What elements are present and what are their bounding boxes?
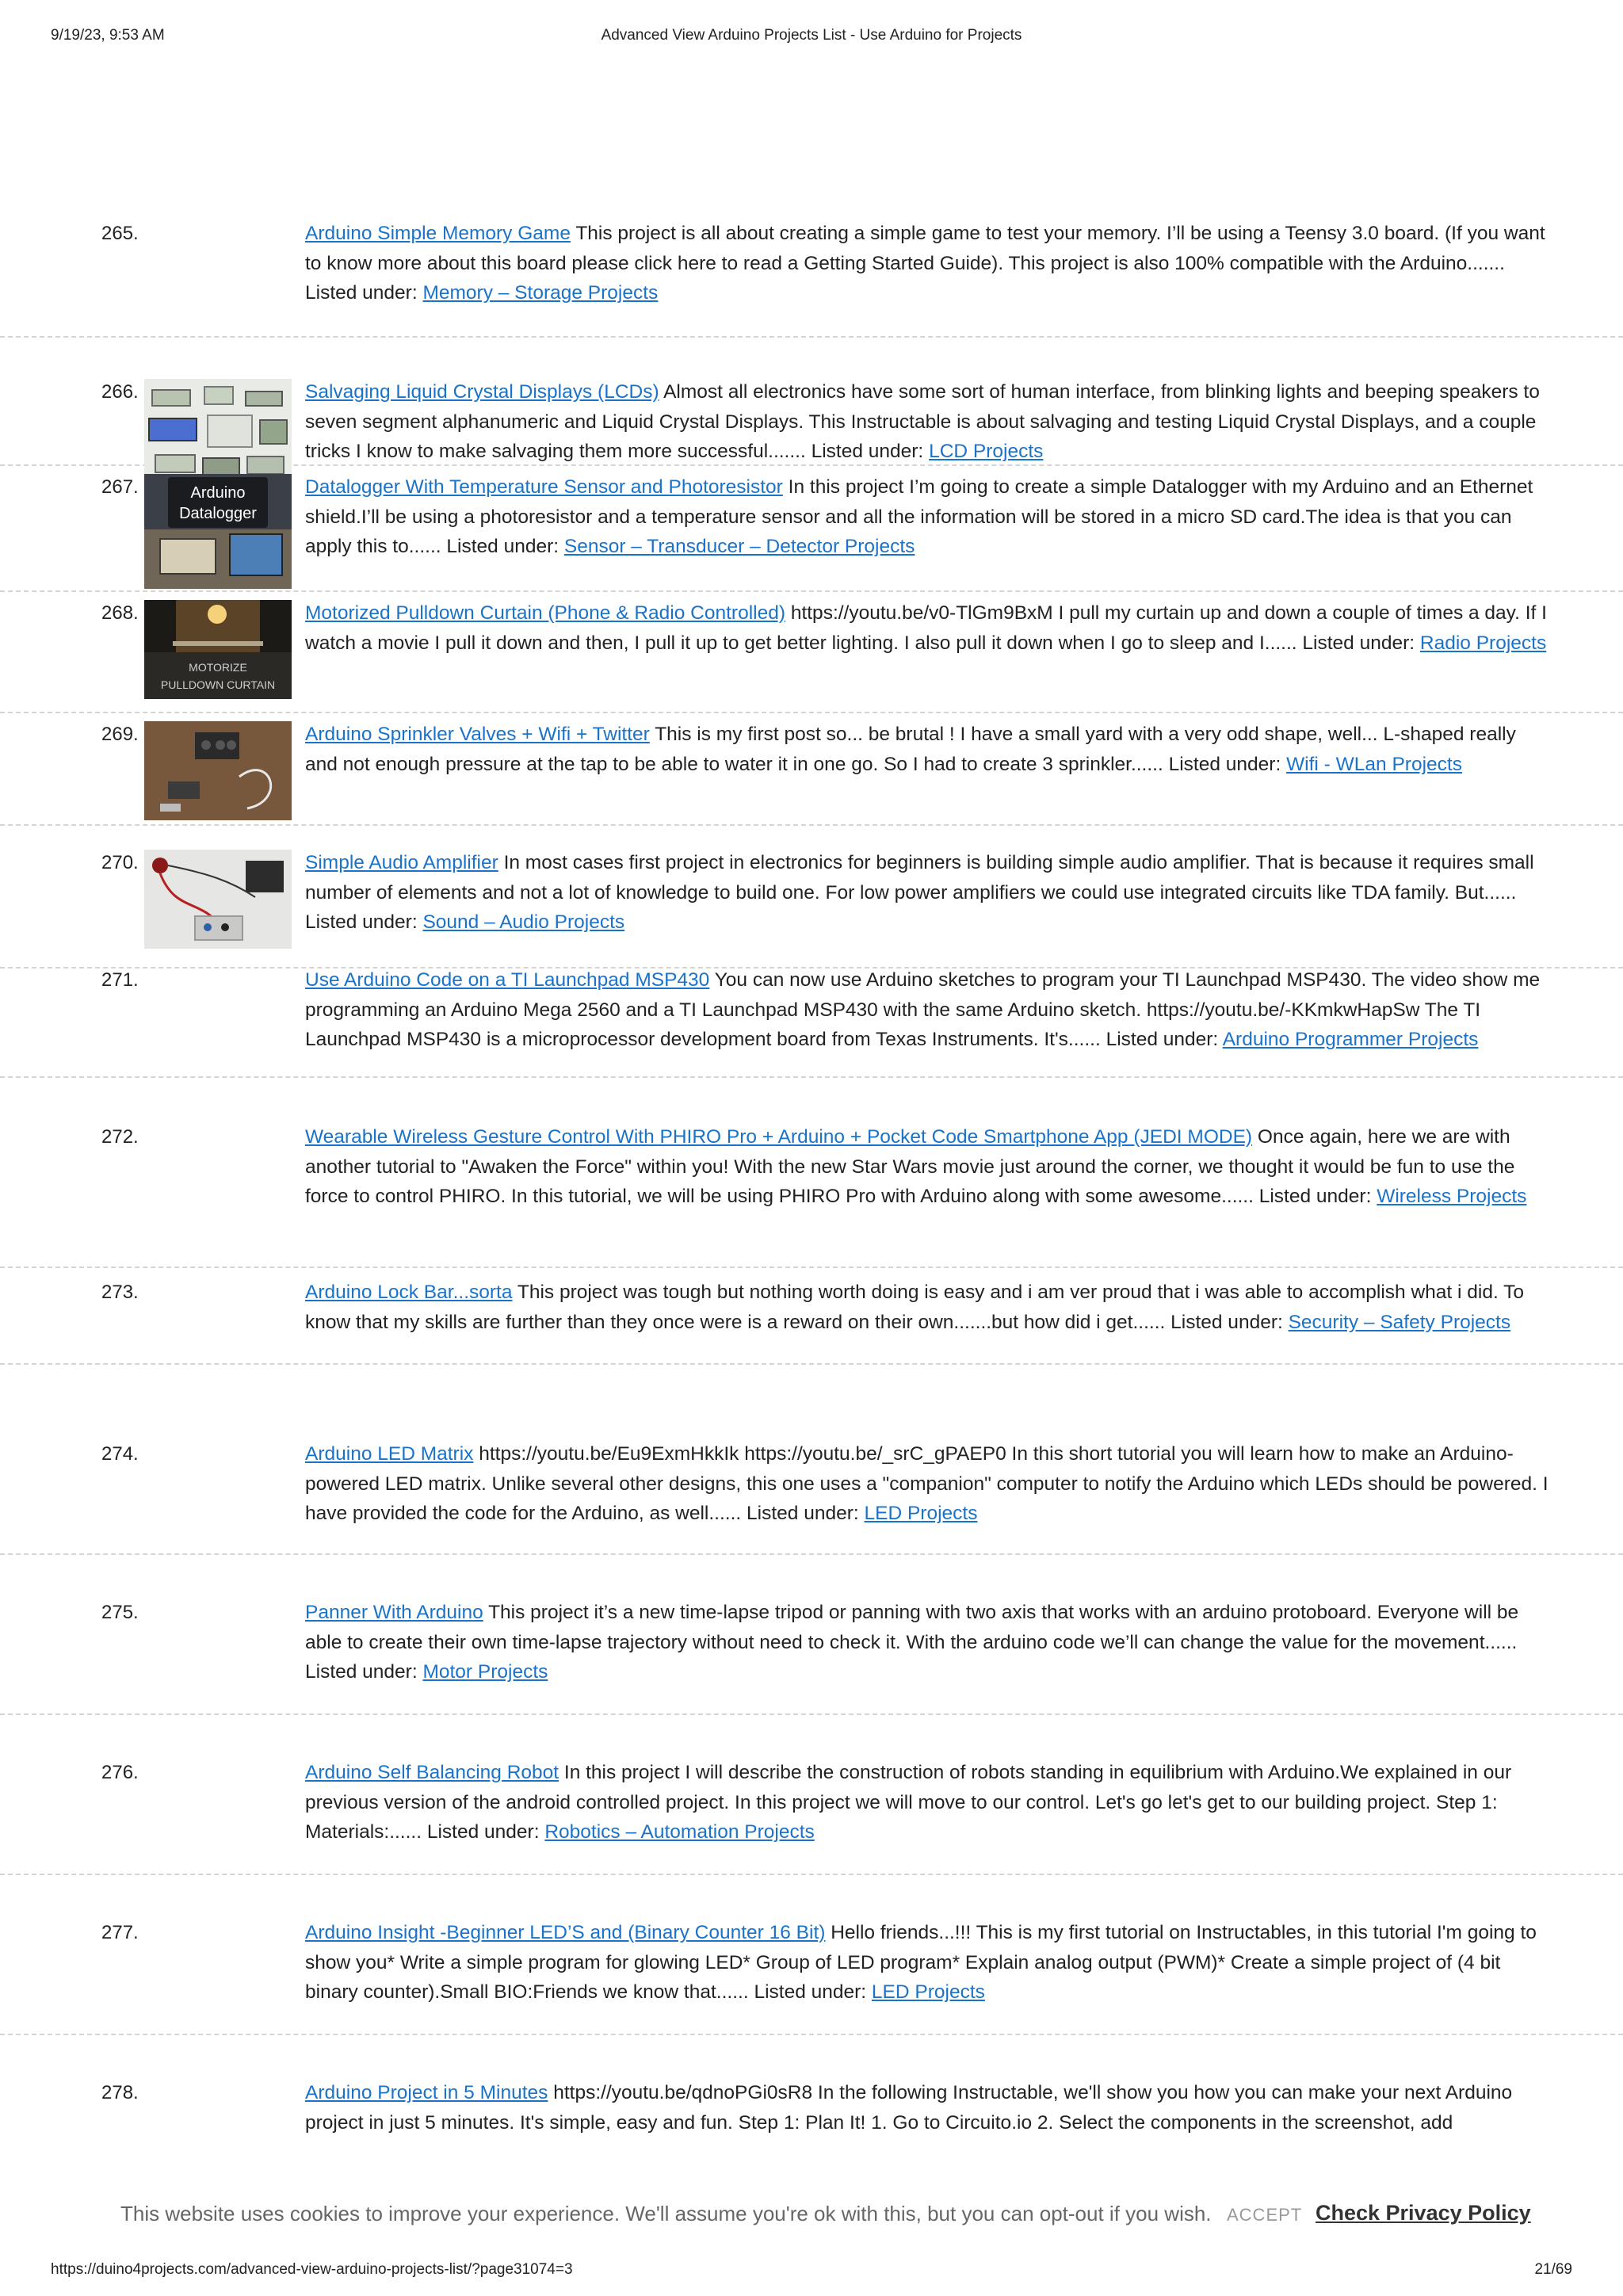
item-category-link[interactable]: Wifi - WLan Projects [1286, 753, 1462, 775]
item-title-link[interactable]: Simple Audio Amplifier [305, 852, 498, 873]
amplifier-photo [144, 850, 292, 949]
list-item [0, 592, 1623, 713]
list-item [0, 1555, 1623, 1715]
item-description: In this project I’m going to create a simple Datalogger with my Arduino and an Ethernet shield.I’ll be using a photoresistor and a temperature sensor and all the information will be stored in a micro SD card.The idea is that you can apply this to...... Listed under: [305, 476, 1533, 557]
item-number: 276. [101, 1762, 139, 1783]
item-title-link[interactable]: Wearable Wireless Gesture Control With PHIRO Pro + Arduino + Pocket Code Smartphone App (JEDI MODE) [305, 1126, 1253, 1148]
print-header [51, 27, 1572, 51]
item-number: 278. [101, 2082, 139, 2103]
item-description: This project was tough but nothing worth doing is easy and i am ver proud that i was able to accomplish what i did. To know that my skills are further than they once were is a reward on their own.......but how did i get...... Listed under: [305, 1282, 1525, 1333]
item-description: https://youtu.be/Eu9ExmHkkIk https://youtu.be/_srC_gPAEP0 In this short tutorial you will learn how to make an Arduino-powered LED matrix. Unlike several other designs, this one uses a "companion" computer to notify the Arduino which LEDs should be powered. I have provided the code for the Arduino, as well...... Listed under: [305, 1443, 1549, 1524]
item-thumbnail[interactable] [144, 721, 292, 820]
item-thumbnail[interactable] [144, 474, 292, 589]
list-item [0, 2035, 1623, 2134]
item-text [305, 1598, 1549, 1687]
item-title-link[interactable]: Arduino LED Matrix [305, 1443, 474, 1465]
item-title-link[interactable]: Arduino Simple Memory Game [305, 223, 571, 244]
item-description: This project is all about creating a simple game to test your memory. I’ll be using a Teensy 3.0 board. (If you want to know more about this board please click here to read a Getting Started Guide). This project is also 100% compatible with the Arduino....... Listed under: [305, 223, 1545, 304]
item-text [305, 1758, 1549, 1847]
item-number: 268. [101, 602, 139, 624]
item-text [305, 1122, 1549, 1212]
item-number: 269. [101, 724, 139, 745]
item-description: https://youtu.be/v0-TlGm9BxM I pull my curtain up and down a couple of times a day. If I watch a movie I pull it down and then, I pull it up to get better lighting. I also pull it down when I go to sleep and I...... Listed under: [305, 602, 1547, 654]
item-text [305, 848, 1549, 938]
datalogger-photo [144, 474, 292, 589]
item-thumbnail[interactable] [144, 600, 292, 699]
item-category-link[interactable]: Security – Safety Projects [1288, 1311, 1511, 1333]
item-description: You can now use Arduino sketches to program your TI Launchpad MSP430. The video show me programming an Arduino Mega 2560 and a TI Launchpad MSP430 with the same Arduino sketch. https://youtu.be/-KKmkwHapSw The TI Launchpad MSP430 is a microprocessor development board from Texas Instruments. It's...... Listed under: [305, 969, 1541, 1050]
list-item [0, 826, 1623, 968]
item-title-link[interactable]: Arduino Lock Bar...sorta [305, 1282, 513, 1303]
item-category-link[interactable]: Memory – Storage Projects [422, 282, 659, 304]
print-datetime: 9/19/23, 9:53 AM [51, 27, 165, 44]
list-item [0, 1268, 1623, 1365]
item-number: 267. [101, 476, 139, 498]
print-page-number: 21/69 [1534, 2261, 1572, 2278]
item-number: 270. [101, 852, 139, 873]
item-text [305, 219, 1549, 308]
item-title-link[interactable]: Arduino Self Balancing Robot [305, 1762, 559, 1783]
projects-list [0, 212, 1623, 2134]
print-page-title: Advanced View Arduino Projects List - Use Arduino for Projects [601, 27, 1022, 44]
item-category-link[interactable]: Sensor – Transducer – Detector Projects [563, 536, 915, 557]
item-category-link[interactable]: Wireless Projects [1377, 1186, 1527, 1207]
list-item [0, 212, 1623, 338]
list-item [0, 1078, 1623, 1268]
item-description: In this project I will describe the construction of robots standing in equilibrium with Arduino.We explained in our previous version of the android controlled project. In this project we will move to our control. Let's go let's get to our building project. Step 1: Materials:...... Listed under: [305, 1762, 1512, 1843]
item-title-link[interactable]: Arduino Project in 5 Minutes [305, 2082, 548, 2103]
item-category-link[interactable]: Arduino Programmer Projects [1222, 1029, 1479, 1050]
item-description: This project it’s a new time-lapse tripod or panning with two axis that works with an arduino protoboard. Everyone will be able to create their own time-lapse trajectory without need to check it. With the arduino code we’ll can change the value for the movement...... Listed under: [305, 1602, 1519, 1683]
item-title-link[interactable]: Panner With Arduino [305, 1602, 483, 1623]
list-item [0, 968, 1623, 1078]
privacy-policy-link[interactable]: Check Privacy Policy [1316, 2201, 1531, 2225]
item-text [305, 472, 1549, 562]
item-title-link[interactable]: Use Arduino Code on a TI Launchpad MSP430 [305, 969, 710, 991]
thumbnail-caption: Arduino [190, 484, 246, 502]
item-number: 274. [101, 1443, 139, 1465]
item-number: 275. [101, 1602, 139, 1623]
print-url: https://duino4projects.com/advanced-view-arduino-projects-list/?page31074=3 [51, 2261, 573, 2278]
item-title-link[interactable]: Datalogger With Temperature Sensor and Photoresistor [305, 476, 783, 498]
accept-button[interactable]: ACCEPT [1227, 2205, 1303, 2225]
item-description: This is my first post so... be brutal ! I have a small yard with a very odd shape, well... L-shaped really and not enough pressure at the tap to be able to water it in one go. So I had to create 3 sprinkler...... Listed under: [305, 724, 1516, 775]
curtain-photo [144, 600, 292, 699]
item-number: 266. [101, 381, 139, 403]
item-category-link[interactable]: Sound – Audio Projects [422, 911, 625, 933]
list-item [0, 338, 1623, 466]
item-number: 273. [101, 1282, 139, 1303]
item-text [305, 1278, 1549, 1337]
item-text [305, 2078, 1549, 2137]
item-category-link[interactable]: LED Projects [864, 1503, 978, 1524]
item-description: Almost all electronics have some sort of human interface, from blinking lights and beeping speakers to seven segment alphanumeric and Liquid Crystal Displays. This Instructable is about salvaging and testing Liquid Crystal Displays, and a couple tricks I know to make salvaging them more successful....... Listed under: [305, 381, 1540, 462]
item-title-link[interactable]: Salvaging Liquid Crystal Displays (LCDs) [305, 381, 659, 403]
cookie-banner [0, 2194, 1623, 2241]
svg-text:PULLDOWN CURTAIN: PULLDOWN CURTAIN [160, 678, 276, 691]
sprinkler-photo [144, 721, 292, 820]
item-title-link[interactable]: Arduino Insight -Beginner LED’S and (Binary Counter 16 Bit) [305, 1922, 826, 1943]
item-number: 265. [101, 223, 139, 244]
item-description: In most cases first project in electronics for beginners is building simple audio amplifier. That is because it requires small number of elements and not a lot of knowledge to build one. For low power amplifiers we could use integrated circuits like TDA family. But...... Listed under: [305, 852, 1534, 933]
item-text [305, 1918, 1549, 2008]
item-description: Once again, here we are with another tutorial to "Awaken the Force" within you! With the new Star Wars movie just around the corner, we thought it would be fun to use the force to control PHIRO. In this tutorial, we will be using PHIRO Pro with Arduino along with some awesome...... Listed under: [305, 1126, 1515, 1207]
item-category-link[interactable]: Radio Projects [1419, 632, 1547, 654]
list-item [0, 713, 1623, 826]
cookie-message: This website uses cookies to improve your experience. We'll assume you're ok with this, but you can opt-out if you wish. [120, 2202, 1212, 2225]
item-category-link[interactable]: Robotics – Automation Projects [544, 1821, 815, 1843]
item-text [305, 720, 1549, 779]
list-item [0, 466, 1623, 592]
item-category-link[interactable]: LCD Projects [929, 441, 1044, 462]
item-title-link[interactable]: Arduino Sprinkler Valves + Wifi + Twitter [305, 724, 650, 745]
item-number: 277. [101, 1922, 139, 1943]
list-item [0, 1715, 1623, 1875]
item-text [305, 598, 1549, 658]
list-item [0, 1365, 1623, 1555]
item-text [305, 965, 1549, 1055]
item-thumbnail[interactable] [144, 850, 292, 949]
item-category-link[interactable]: LED Projects [871, 1981, 985, 2003]
svg-text:MOTORIZE: MOTORIZE [189, 661, 247, 674]
item-number: 272. [101, 1126, 139, 1148]
print-footer [51, 2261, 1572, 2285]
item-title-link[interactable]: Motorized Pulldown Curtain (Phone & Radio Controlled) [305, 602, 786, 624]
item-category-link[interactable]: Motor Projects [422, 1661, 548, 1683]
item-description: https://youtu.be/qdnoPGi0sR8 In the following Instructable, we'll show you how you can make your next Arduino project in just 5 minutes. It's simple, easy and fun. Step 1: Plan It! 1. Go to Circuito.io 2. Select the components in the screenshot, add [305, 2082, 1513, 2134]
thumbnail-caption: Datalogger [179, 505, 257, 522]
item-number: 271. [101, 969, 139, 991]
item-text [305, 377, 1549, 467]
list-item [0, 1875, 1623, 2035]
item-description: Hello friends...!!! This is my first tutorial on Instructables, in this tutorial I'm going to show you* Write a simple program for glowing LED* Group of LED program* Explain analog output (PWM)* Create a simple project of (4 bit binary counter).Small BIO:Friends we know that...... Listed under: [305, 1922, 1537, 2003]
item-text [305, 1439, 1549, 1529]
